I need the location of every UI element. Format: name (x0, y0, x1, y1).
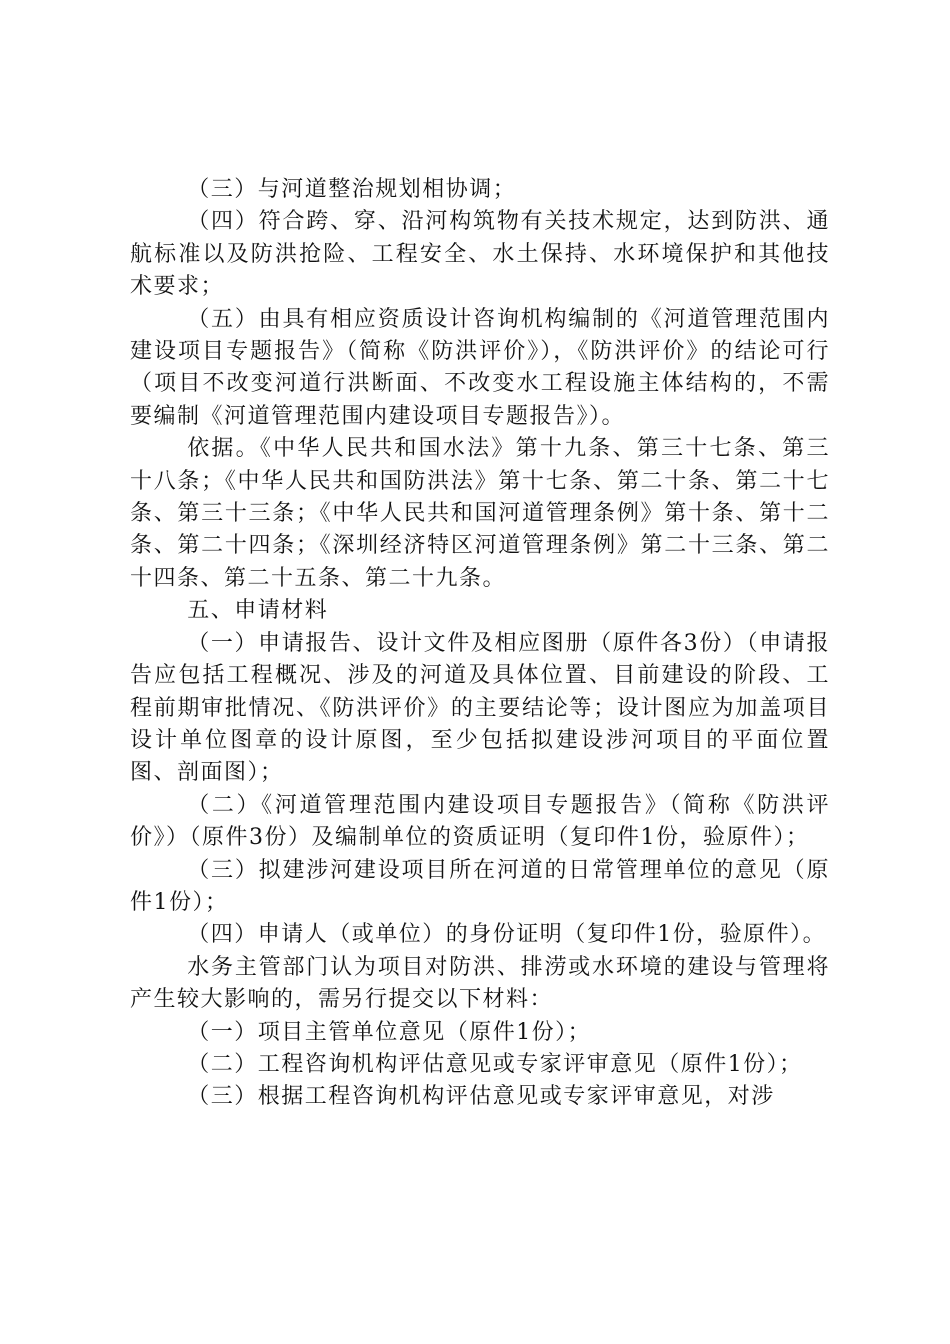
section-heading-application-materials: 五、申请材料 (187, 598, 329, 624)
additional-item-2: （二）工程咨询机构评估意见或专家评审意见（原件1份）； (187, 1051, 803, 1077)
document-body (130, 174, 830, 1114)
paragraph-legal-basis: 依据。《中华人民共和国水法》第十九条、第三十七条、第三十八条；《中华人民共和国防洪法》第十七条、第二十条、第二十七条、第三十三条；《中华人民共和国河道管理条例》第十条、第十二条、第二十四条；《深圳经济特区河道管理条例》第二十三条、第二十四条、第二十五条、第二十九条。 (130, 436, 830, 591)
material-item-4: （四）申请人（或单位）的身份证明（复印件1份，验原件）。 (187, 922, 827, 948)
paragraph-additional-materials: 水务主管部门认为项目对防洪、排涝或水环境的建设与管理将产生较大影响的，需另行提交以下材料： (130, 954, 830, 1013)
additional-item-3: （三）根据工程咨询机构评估意见或专家评审意见，对涉 (187, 1084, 775, 1110)
material-item-1: （一）申请报告、设计文件及相应图册（原件各3份）（申请报告应包括工程概况、涉及的河道及具体位置、目前建设的阶段、工程前期审批情况、《防洪评价》的主要结论等；设计图应为加盖项目设计单位图章的设计原图，至少包括拟建设涉河项目的平面位置图、剖面图）； (130, 630, 830, 786)
paragraph-item-3: （三）与河道整治规划相协调； (187, 177, 517, 202)
paragraph-item-5: （五）由具有相应资质设计咨询机构编制的《河道管理范围内建设项目专题报告》（简称《防洪评价》），《防洪评价》的结论可行（项目不改变河道行洪断面、不改变水工程设施主体结构的，不需要编制《河道管理范围内建设项目专题报告》）。 (130, 306, 830, 429)
material-item-3: （三）拟建涉河建设项目所在河道的日常管理单位的意见（原件1份）； (130, 857, 830, 915)
additional-item-1: （一）项目主管单位意见（原件1份）； (187, 1019, 592, 1045)
paragraph-item-4: （四）符合跨、穿、沿河构筑物有关技术规定，达到防洪、通航标准以及防洪抢险、工程安全、水土保持、水环境保护和其他技术要求； (130, 209, 830, 300)
material-item-2: （二）《河道管理范围内建设项目专题报告》（简称《防洪评价》）（原件3份）及编制单位的资质证明（复印件1份，验原件）； (130, 792, 830, 851)
